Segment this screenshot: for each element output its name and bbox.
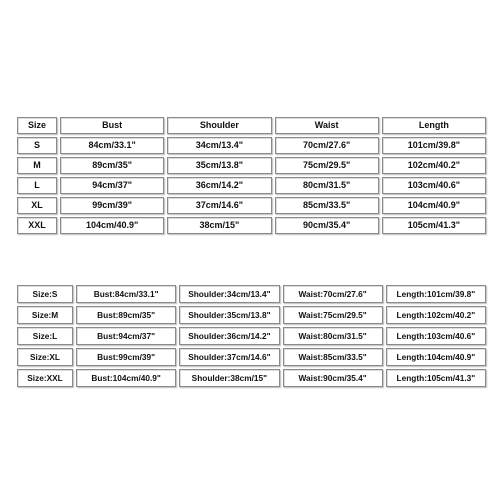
table-row [17,306,486,324]
table-cell: Bust:94cm/37" [76,327,176,345]
table-cell: 38cm/15" [167,217,271,234]
header-cell: Bust [60,117,164,134]
table-row [17,157,486,174]
table-cell: Size:M [17,306,73,324]
table-cell: Waist:80cm/31.5" [283,327,383,345]
table-cell: L [17,177,57,194]
table-cell: 80cm/31.5" [275,177,379,194]
table-cell: 37cm/14.6" [167,197,271,214]
table-cell: 75cm/29.5" [275,157,379,174]
table-header-row [17,117,486,134]
table-cell: 89cm/35" [60,157,164,174]
table-cell: 85cm/33.5" [275,197,379,214]
table-cell: Shoulder:37cm/14.6" [179,348,279,366]
table-cell: Length:105cm/41.3" [386,369,486,387]
table-row [17,137,486,154]
table-cell: 103cm/40.6" [382,177,486,194]
table-row [17,285,486,303]
table-cell: Shoulder:36cm/14.2" [179,327,279,345]
table-cell: 99cm/39" [60,197,164,214]
header-cell: Size [17,117,57,134]
table-row [17,369,486,387]
table-cell: Length:103cm/40.6" [386,327,486,345]
table-cell: Waist:90cm/35.4" [283,369,383,387]
table-cell: 36cm/14.2" [167,177,271,194]
size-chart-labeled-table [14,282,489,390]
table-cell: 84cm/33.1" [60,137,164,154]
header-cell: Waist [275,117,379,134]
table-cell: S [17,137,57,154]
table-cell: Shoulder:38cm/15" [179,369,279,387]
table-cell: Shoulder:34cm/13.4" [179,285,279,303]
table-row [17,327,486,345]
table-cell: Bust:84cm/33.1" [76,285,176,303]
table-cell: Waist:85cm/33.5" [283,348,383,366]
table-cell: 105cm/41.3" [382,217,486,234]
table-cell: Length:104cm/40.9" [386,348,486,366]
size-chart-table [14,114,489,237]
header-cell: Shoulder [167,117,271,134]
table-cell: M [17,157,57,174]
table-row [17,217,486,234]
header-cell: Length [382,117,486,134]
table-cell: 104cm/40.9" [60,217,164,234]
table-cell: 102cm/40.2" [382,157,486,174]
table-cell: 34cm/13.4" [167,137,271,154]
table-row [17,197,486,214]
table-cell: Size:XXL [17,369,73,387]
table-cell: 104cm/40.9" [382,197,486,214]
table-cell: XL [17,197,57,214]
table-row [17,348,486,366]
table-cell: Length:102cm/40.2" [386,306,486,324]
table-cell: 101cm/39.8" [382,137,486,154]
table-cell: XXL [17,217,57,234]
table-cell: Length:101cm/39.8" [386,285,486,303]
table-cell: Bust:99cm/39" [76,348,176,366]
table-cell: Size:L [17,327,73,345]
table-cell: Shoulder:35cm/13.8" [179,306,279,324]
table-cell: Waist:70cm/27.6" [283,285,383,303]
table-cell: Bust:89cm/35" [76,306,176,324]
table-cell: Size:XL [17,348,73,366]
table-cell: Bust:104cm/40.9" [76,369,176,387]
table-cell: 70cm/27.6" [275,137,379,154]
table-row [17,177,486,194]
table-cell: 90cm/35.4" [275,217,379,234]
table-cell: Waist:75cm/29.5" [283,306,383,324]
table-cell: 35cm/13.8" [167,157,271,174]
table-cell: 94cm/37" [60,177,164,194]
table-cell: Size:S [17,285,73,303]
